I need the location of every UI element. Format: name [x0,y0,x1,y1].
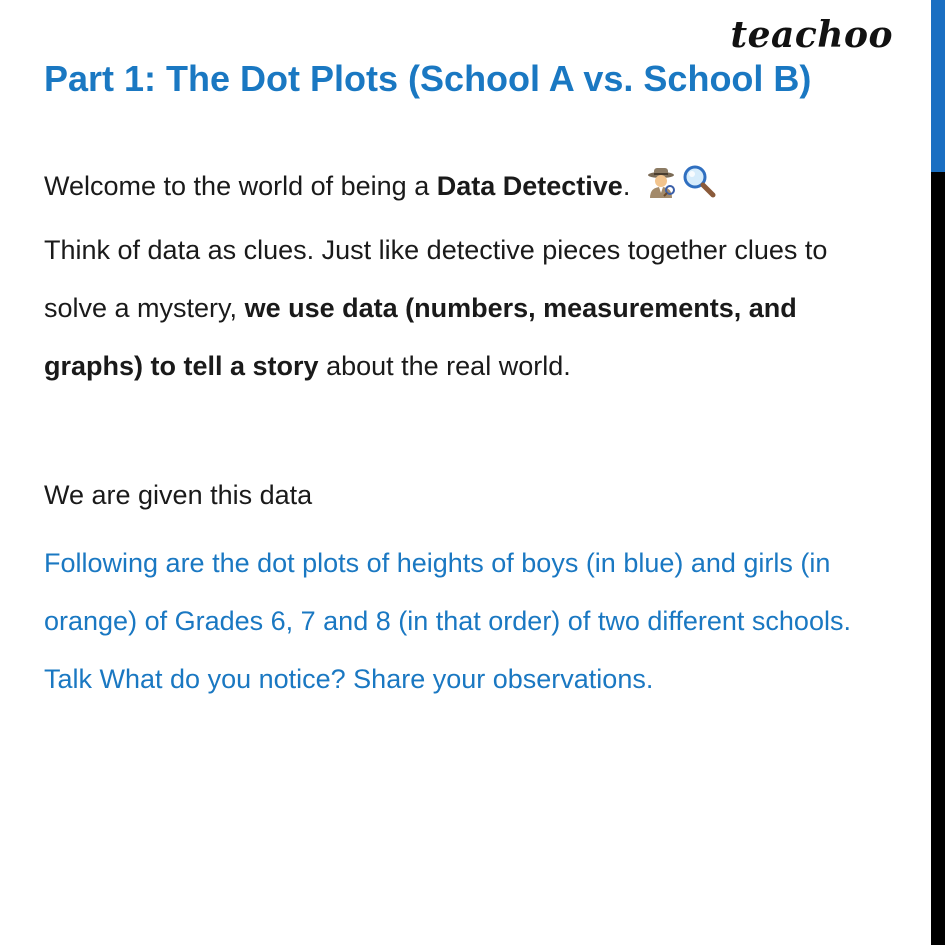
intro-paragraph [44,157,894,218]
clues-bold: we use data (numbers, measurements, and graphs) to tell a story [44,293,797,381]
side-scroll-bar [931,0,945,945]
clues-paragraph [44,221,894,395]
detective-icon [646,160,676,218]
clues-part1: Think of data as clues. Just like detective pieces together clues to solve a mystery, [44,235,828,323]
question-text: Following are the dot plots of heights of boys (in blue) and girls (in orange) of Grades 6, 7 and 8 (in that order) of two different schools. Talk What do you notice? Share your observations. [44,548,851,694]
intro-prefix: Welcome to the world of being a [44,171,437,201]
page-title: Part 1: The Dot Plots (School A vs. School B) [44,58,812,99]
intro-bold: Data Detective [436,171,623,201]
magnifying-glass-icon [682,160,716,218]
intro-suffix: . [622,171,631,201]
teachoo-logo: teachoo [730,14,893,56]
given-text: We are given this data [44,480,313,510]
intro-icons [640,158,716,218]
side-bar-accent [931,0,945,172]
clues-part2: about the real world. [318,351,571,381]
